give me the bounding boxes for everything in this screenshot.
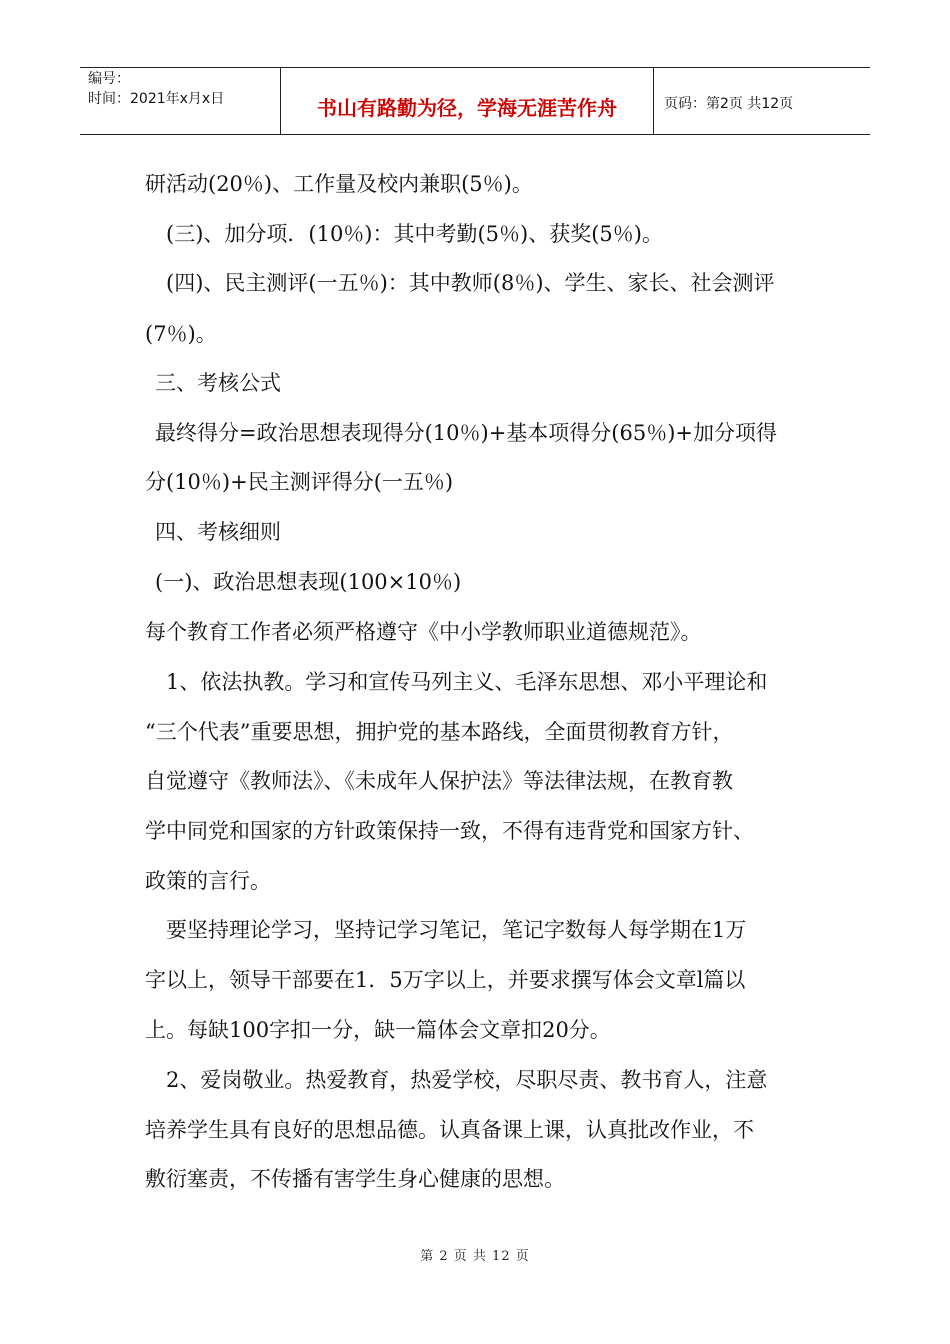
body-line: 每个教育工作者必须严格遵守《中小学教师职业道德规范》。 — [145, 620, 702, 644]
subsection-heading: (一)、政治思想表现(100×10％) — [155, 570, 462, 594]
body-line: 上。每缺100字扣一分，缺一篇体会文章扣20分。 — [145, 1018, 611, 1042]
header-page-info: 页码：第2页 共12页 — [664, 96, 794, 112]
body-line: 1、依法执教。学习和宣传马列主义、毛泽东思想、邓小平理论和 — [166, 670, 768, 694]
body-line: 自觉遵守《教师法》、《未成年人保护法》等法律法规，在教育教 — [145, 769, 733, 793]
header-motto: 书山有路勤为径，学海无涯苦作舟 — [317, 96, 617, 120]
section-heading: 三、考核公式 — [155, 371, 281, 395]
body-line: 2、爱岗敬业。热爱教育，热爱学校，尽职尽责、教书育人，注意 — [166, 1068, 768, 1092]
body-line: 最终得分=政治思想表现得分(10％)+基本项得分(65％)+加分项得 — [155, 421, 777, 445]
body-line: 分(10％)+民主测评得分(一五％) — [145, 470, 454, 494]
body-line: 政策的言行。 — [145, 869, 271, 893]
body-line: “三个代表”重要思想，拥护党的基本路线，全面贯彻教育方针， — [145, 720, 734, 744]
document-header — [80, 67, 870, 135]
header-motto-cell — [281, 68, 654, 134]
body-line: (四)、民主测评(一五％)：其中教师(8％)、学生、家长、社会测评 — [166, 271, 775, 295]
body-line: 字以上，领导干部要在1．5万字以上，并要求撰写体会文章l篇以 — [145, 968, 746, 992]
body-line: 敷衍塞责，不传播有害学生身心健康的思想。 — [145, 1167, 565, 1191]
body-line: 学中同党和国家的方针政策保持一致，不得有违背党和国家方针、 — [145, 819, 754, 843]
body-line: 要坚持理论学习，坚持记学习笔记，笔记字数每人每学期在1万 — [166, 918, 747, 942]
body-line: (三)、加分项．(10％)：其中考勤(5％)、获奖(5％)。 — [166, 222, 663, 246]
date-label: 时间：2021年x月x日 — [88, 91, 225, 107]
header-page-cell — [654, 68, 870, 134]
section-heading: 四、考核细则 — [155, 520, 281, 544]
header-meta-cell — [80, 68, 281, 134]
page-footer: 第 2 页 共 12 页 — [420, 1249, 530, 1264]
number-label: 编号： — [88, 71, 130, 87]
body-line: 培养学生具有良好的思想品德。认真备课上课，认真批改作业，不 — [145, 1118, 754, 1142]
body-line: (7％)。 — [145, 322, 217, 346]
body-line: 研活动(20％)、工作量及校内兼职(5％)。 — [145, 172, 533, 196]
